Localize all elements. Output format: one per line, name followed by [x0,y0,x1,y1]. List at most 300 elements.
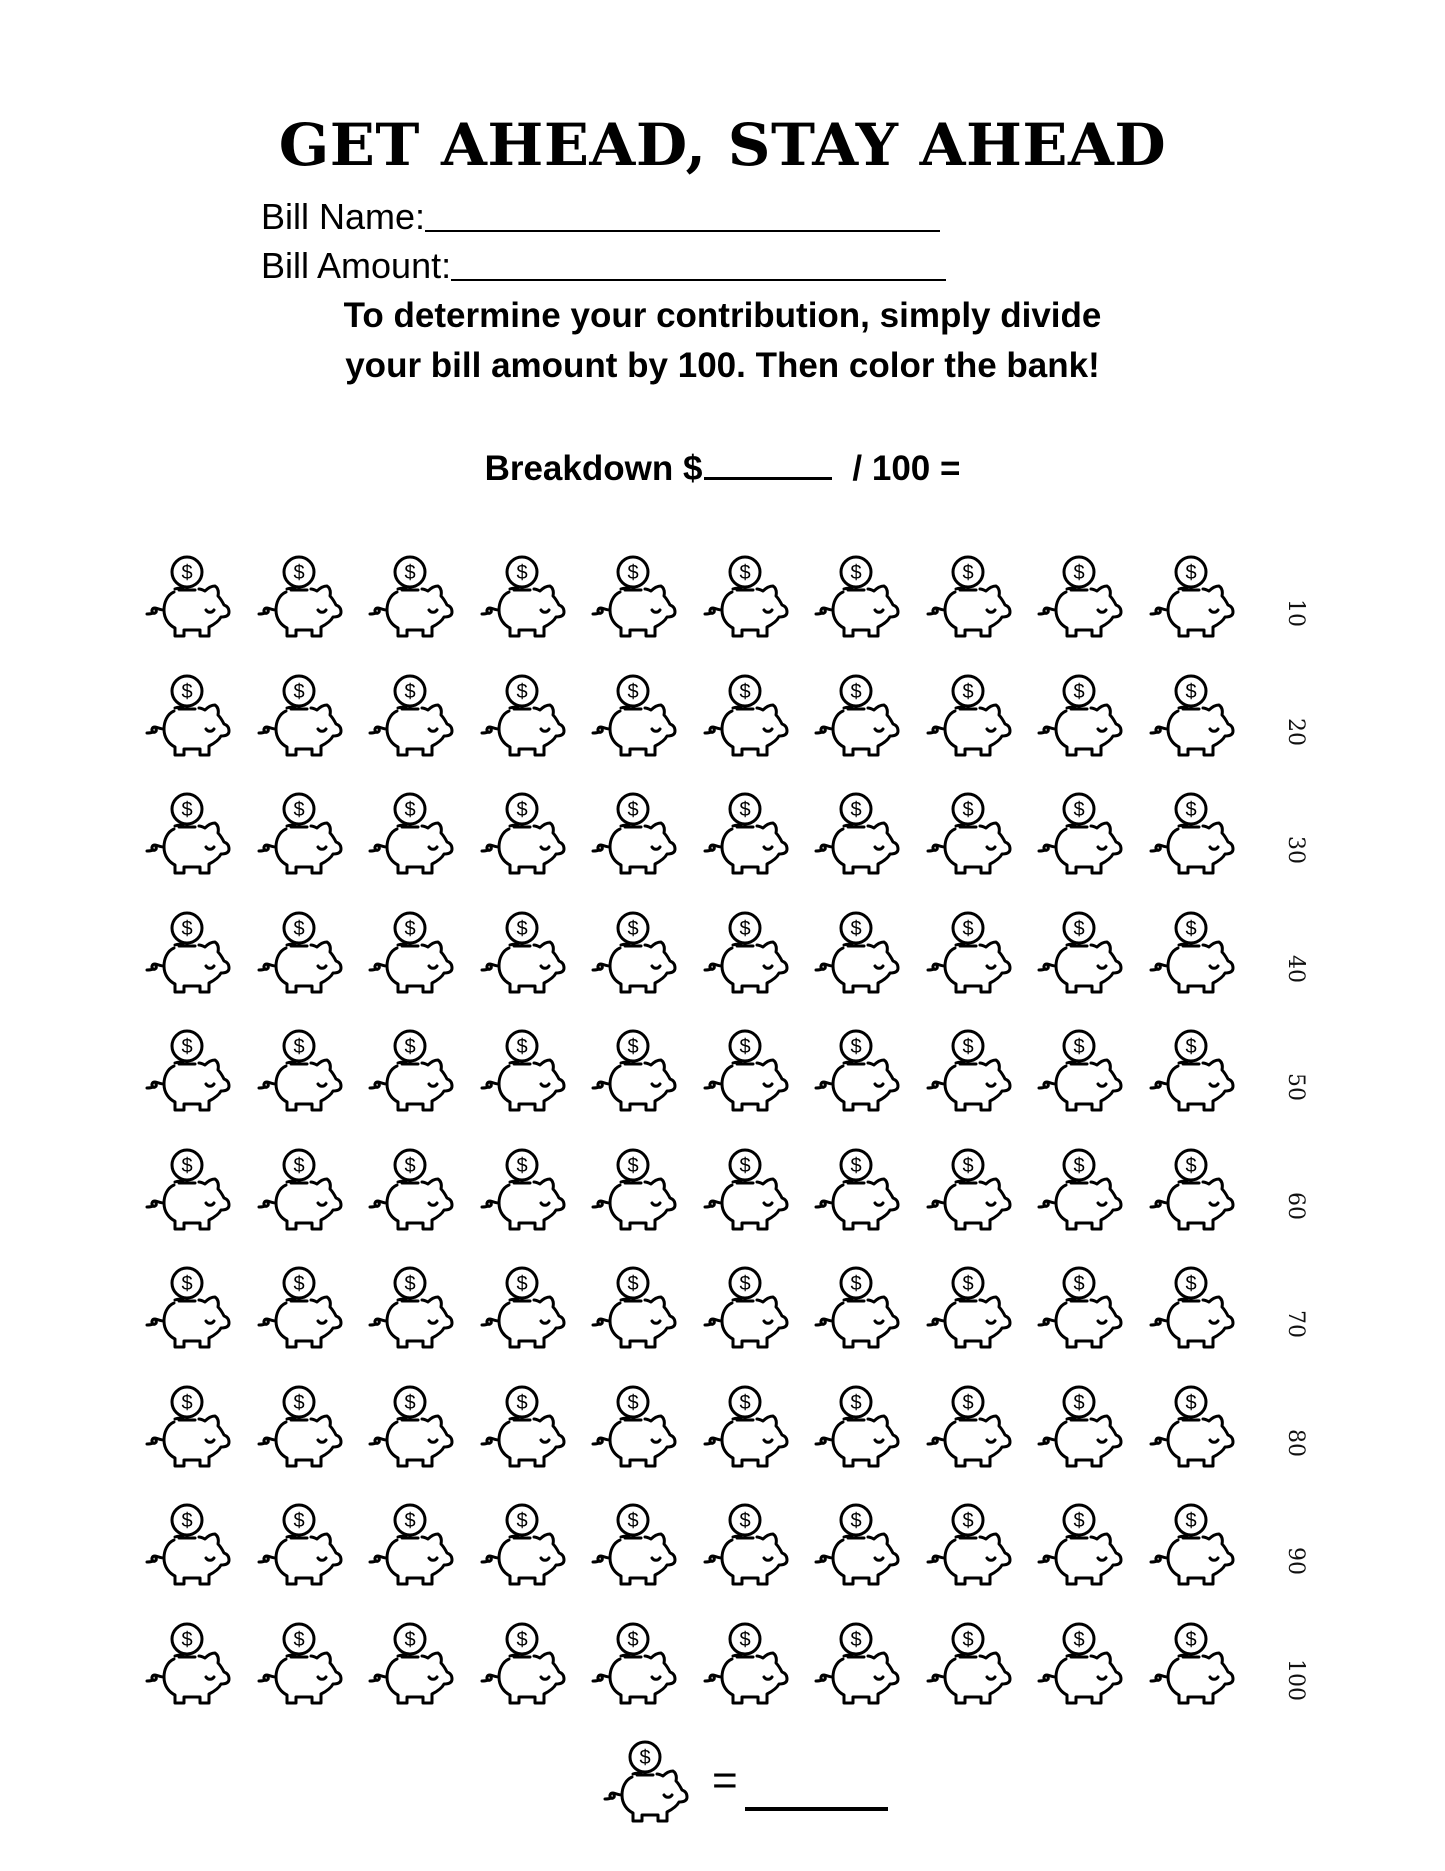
piggy-bank-icon[interactable] [814,1029,900,1113]
piggy-bank-icon[interactable] [926,911,1012,995]
piggy-bank-icon[interactable] [1149,1266,1235,1350]
piggy-bank-coin-icon [703,792,789,876]
piggy-bank-icon[interactable] [1037,911,1123,995]
piggy-bank-icon[interactable] [145,1266,231,1350]
piggy-bank-coin-icon [1149,1148,1235,1232]
piggy-bank-icon[interactable] [145,792,231,876]
piggy-bank-icon[interactable] [703,1622,789,1706]
svg-text:$: $ [404,1273,416,1295]
svg-text:$: $ [404,917,416,940]
piggy-bank-icon[interactable] [591,1503,677,1587]
svg-text:$: $ [404,1036,416,1058]
piggy-bank-coin-icon [926,1148,1012,1232]
piggy-bank-icon[interactable] [257,674,343,758]
piggy-bank-icon[interactable] [145,1503,231,1587]
svg-text:$: $ [627,917,639,940]
piggy-bank-coin-icon [145,1385,231,1469]
piggy-bank-icon[interactable] [591,792,677,876]
svg-text:$: $ [292,1036,305,1058]
piggy-bank-icon[interactable] [1037,1148,1123,1232]
piggy-bank-coin-icon [1037,674,1123,758]
piggy-bank-icon[interactable] [814,1148,900,1232]
row-count-label: 60 [1283,1191,1308,1220]
piggy-bank-coin-icon [1149,792,1235,876]
piggy-bank-icon[interactable] [257,1385,343,1469]
piggy-bank-icon[interactable] [703,674,789,758]
piggy-bank-coin-icon [591,1503,677,1587]
piggy-bank-coin-icon [257,1266,343,1350]
piggy-bank-coin-icon [480,1622,566,1706]
piggy-bank-icon[interactable] [480,674,566,758]
row-count-label: 40 [1283,954,1308,983]
piggy-bank-icon[interactable] [703,1266,789,1350]
piggy-bank-coin-icon [703,674,789,758]
svg-text:$: $ [961,1391,974,1414]
piggy-bank-icon[interactable] [703,1029,789,1113]
svg-text:$: $ [850,1154,862,1177]
legend-value-field[interactable] [745,1807,888,1811]
piggy-bank-icon[interactable] [703,1385,789,1469]
piggy-bank-icon[interactable] [814,911,900,995]
svg-text:$: $ [961,1036,974,1058]
row-count-label: 30 [1283,836,1308,864]
piggy-bank-coin-icon [368,792,454,876]
piggy-bank-coin-icon [145,792,231,876]
svg-text:$: $ [850,1273,862,1295]
piggy-bank-icon[interactable] [926,1029,1012,1113]
piggy-bank-coin-icon [145,911,231,995]
piggy-bank-icon[interactable] [368,792,454,876]
piggy-bank-coin-icon [926,1266,1012,1350]
svg-text:$: $ [1073,1036,1085,1058]
piggy-bank-icon[interactable] [591,1385,677,1469]
piggy-bank-icon[interactable] [814,1503,900,1587]
piggy-bank-icon[interactable] [1037,1503,1123,1587]
piggy-bank-coin-icon [257,792,343,876]
piggy-bank-coin-icon [480,792,566,876]
svg-text:$: $ [1073,680,1085,703]
piggy-bank-icon[interactable] [480,911,566,995]
bill-amount-label: Bill Amount: [261,245,452,286]
piggy-bank-icon[interactable] [480,1385,566,1469]
piggy-bank-icon[interactable] [1037,1385,1123,1469]
piggy-bank-coin-icon [926,1029,1012,1113]
piggy-bank-icon[interactable] [257,1029,343,1113]
svg-text:$: $ [1184,1273,1197,1295]
page-title: GET AHEAD, STAY AHEAD [278,111,1167,179]
svg-text:$: $ [738,1391,751,1414]
piggy-bank-icon[interactable] [591,1622,677,1706]
svg-text:$: $ [1184,1510,1197,1532]
piggy-bank-coin-icon [257,1385,343,1469]
piggy-bank-icon[interactable] [1149,555,1235,639]
piggy-bank-coin-icon [257,555,343,639]
piggy-bank-coin-icon [1037,911,1123,995]
piggy-bank-icon[interactable] [1037,792,1123,876]
piggy-bank-coin-icon [145,1266,231,1350]
row-count-label: 50 [1283,1073,1308,1101]
svg-text:$: $ [1184,1391,1197,1414]
piggy-bank-coin-icon [703,1148,789,1232]
svg-text:$: $ [850,917,862,940]
piggy-bank-icon[interactable] [926,555,1012,639]
svg-text:$: $ [961,680,974,703]
piggy-bank-coin-icon [368,1266,454,1350]
svg-text:$: $ [1184,799,1197,821]
piggy-bank-icon[interactable] [257,1503,343,1587]
svg-text:$: $ [627,1036,639,1058]
svg-text:$: $ [1073,1628,1085,1651]
svg-text:$: $ [627,680,639,703]
svg-text:$: $ [515,1154,528,1177]
svg-text:$: $ [515,1391,528,1414]
piggy-bank-icon[interactable] [368,555,454,639]
piggy-bank-coin-icon [145,555,231,639]
piggy-bank-coin-icon [368,1148,454,1232]
piggy-bank-coin-icon [814,1503,900,1587]
piggy-bank-coin-icon [703,1503,789,1587]
svg-text:$: $ [1073,799,1085,821]
svg-text:$: $ [292,917,305,940]
bill-name-label: Bill Name: [261,196,426,237]
svg-text:$: $ [404,1510,416,1532]
piggy-bank-coin-icon [145,674,231,758]
svg-text:$: $ [961,562,974,584]
piggy-bank-icon[interactable] [368,1029,454,1113]
svg-text:$: $ [738,562,751,584]
svg-text:$: $ [292,799,305,821]
svg-text:$: $ [738,917,751,940]
piggy-bank-coin-icon [703,1266,789,1350]
piggy-bank-icon[interactable] [1037,1622,1123,1706]
piggy-bank-coin-icon [1037,1029,1123,1113]
svg-text:$: $ [639,1747,651,1769]
row-count-label: 20 [1283,717,1308,746]
piggy-bank-icon[interactable] [257,911,343,995]
piggy-bank-icon[interactable] [145,1148,231,1232]
breakdown-divisor: / 100 = [852,449,961,488]
piggy-bank-icon[interactable] [145,1385,231,1469]
piggy-bank-icon[interactable] [591,674,677,758]
piggy-bank-coin-icon [480,911,566,995]
svg-text:$: $ [292,562,305,584]
svg-text:$: $ [515,680,528,703]
piggy-bank-coin-icon [145,1029,231,1113]
piggy-bank-coin-icon [480,1266,566,1350]
svg-text:$: $ [738,1273,751,1295]
piggy-bank-coin-icon [1037,1622,1123,1706]
svg-text:$: $ [738,1154,751,1177]
piggy-bank-icon[interactable] [480,1622,566,1706]
piggy-bank-icon[interactable] [703,1503,789,1587]
piggy-bank-icon[interactable] [480,1148,566,1232]
piggy-bank-icon[interactable] [257,1148,343,1232]
piggy-bank-icon[interactable] [591,555,677,639]
piggy-bank-icon[interactable] [814,1622,900,1706]
piggy-bank-coin-icon [591,1385,677,1469]
svg-text:$: $ [181,799,193,821]
piggy-bank-coin-icon [480,1385,566,1469]
piggy-bank-coin-icon [1149,555,1235,639]
piggy-bank-coin-icon [926,911,1012,995]
piggy-bank-coin-icon [257,1503,343,1587]
svg-text:$: $ [961,1154,974,1177]
piggy-bank-coin-icon [1149,1622,1235,1706]
piggy-bank-icon[interactable] [368,1503,454,1587]
svg-text:$: $ [738,799,751,821]
svg-text:$: $ [1073,1391,1085,1414]
svg-text:$: $ [627,1391,639,1414]
piggy-bank-icon[interactable] [1149,911,1235,995]
piggy-bank-icon[interactable] [814,792,900,876]
svg-text:$: $ [850,1391,862,1414]
piggy-bank-coin-icon [145,1148,231,1232]
piggy-bank-coin-icon [257,1148,343,1232]
piggy-bank-icon[interactable] [703,911,789,995]
piggy-bank-coin-icon [480,1029,566,1113]
piggy-bank-coin-icon [1149,911,1235,995]
piggy-bank-coin-icon [257,674,343,758]
svg-text:$: $ [961,1273,974,1295]
piggy-bank-icon[interactable] [926,1148,1012,1232]
svg-text:$: $ [1184,680,1197,703]
svg-text:$: $ [1073,1154,1085,1177]
svg-text:$: $ [181,1036,193,1058]
piggy-bank-icon[interactable] [368,1622,454,1706]
svg-text:$: $ [738,1628,751,1651]
piggy-bank-icon[interactable] [257,1266,343,1350]
piggy-bank-coin-icon [703,1385,789,1469]
piggy-bank-icon[interactable] [145,555,231,639]
piggy-bank-coin-icon [480,674,566,758]
piggy-bank-coin-icon [368,1029,454,1113]
piggy-bank-coin-icon [1037,1266,1123,1350]
piggy-bank-coin-icon [591,911,677,995]
piggy-bank-coin-icon [480,1148,566,1232]
piggy-bank-icon[interactable] [591,1148,677,1232]
piggy-bank-icon[interactable] [480,1266,566,1350]
piggy-bank-coin-icon [926,1503,1012,1587]
svg-text:$: $ [1073,562,1085,584]
svg-text:$: $ [1184,1154,1197,1177]
svg-text:$: $ [738,680,751,703]
piggy-bank-icon[interactable] [703,792,789,876]
svg-text:$: $ [627,1628,639,1651]
piggy-bank-icon[interactable] [1149,1622,1235,1706]
svg-text:$: $ [515,917,528,940]
svg-text:$: $ [627,1154,639,1177]
piggy-bank-icon[interactable] [703,555,789,639]
svg-text:$: $ [292,1628,305,1651]
piggy-bank-icon[interactable] [926,674,1012,758]
row-count-label: 100 [1283,1658,1308,1701]
piggy-bank-coin-icon [368,1622,454,1706]
svg-text:$: $ [404,680,416,703]
piggy-bank-coin-icon [480,1503,566,1587]
piggy-bank-icon[interactable] [814,555,900,639]
piggy-bank-icon[interactable] [257,792,343,876]
piggy-bank-coin-icon [1037,555,1123,639]
svg-text:$: $ [515,1036,528,1058]
svg-text:$: $ [850,562,862,584]
piggy-bank-icon[interactable] [1037,1029,1123,1113]
piggy-bank-coin-icon [1149,1029,1235,1113]
piggy-bank-icon[interactable] [480,1503,566,1587]
piggy-bank-coin-icon [145,1622,231,1706]
svg-text:$: $ [850,799,862,821]
svg-text:$: $ [627,562,639,584]
svg-text:$: $ [404,562,416,584]
piggy-bank-icon[interactable] [926,1503,1012,1587]
legend-piggy-bank-icon [603,1740,689,1824]
row-count-label: 70 [1283,1310,1308,1338]
svg-text:$: $ [181,680,193,703]
piggy-bank-icon[interactable] [1149,792,1235,876]
svg-text:$: $ [292,1391,305,1414]
piggy-bank-coin-icon [926,1622,1012,1706]
piggy-bank-icon[interactable] [145,674,231,758]
piggy-bank-icon[interactable] [1149,1503,1235,1587]
piggy-bank-coin-icon [1149,674,1235,758]
piggy-bank-icon[interactable] [1149,1029,1235,1113]
svg-text:$: $ [515,1273,528,1295]
piggy-bank-coin-icon [926,1385,1012,1469]
piggy-bank-icon[interactable] [703,1148,789,1232]
piggy-bank-coin-icon [926,555,1012,639]
piggy-bank-icon[interactable] [145,1622,231,1706]
svg-text:$: $ [181,1273,193,1295]
svg-text:$: $ [1184,1628,1197,1651]
piggy-bank-coin-icon [257,911,343,995]
svg-text:$: $ [738,1036,751,1058]
svg-text:$: $ [1073,1510,1085,1532]
svg-text:$: $ [850,1510,862,1532]
piggy-bank-coin-icon [1149,1385,1235,1469]
piggy-bank-coin-icon [814,792,900,876]
svg-text:$: $ [1184,1036,1197,1058]
svg-text:$: $ [627,799,639,821]
piggy-bank-icon[interactable] [591,911,677,995]
piggy-bank-coin-icon [368,555,454,639]
piggy-bank-icon[interactable] [814,1266,900,1350]
piggy-bank-coin-icon [1037,1385,1123,1469]
instructions-line-2: your bill amount by 100. Then color the bank! [345,346,1100,385]
piggy-bank-coin-icon [703,1029,789,1113]
svg-text:$: $ [181,1510,193,1532]
svg-text:$: $ [850,680,862,703]
piggy-bank-icon[interactable] [591,1266,677,1350]
piggy-bank-coin-icon [814,1385,900,1469]
piggy-bank-icon[interactable] [1037,555,1123,639]
piggy-bank-coin-icon [257,1622,343,1706]
piggy-bank-icon[interactable] [368,674,454,758]
svg-text:$: $ [292,680,305,703]
svg-text:$: $ [181,1391,193,1414]
piggy-bank-coin-icon [703,555,789,639]
piggy-bank-coin-icon [814,911,900,995]
piggy-bank-icon[interactable] [145,1029,231,1113]
piggy-bank-icon[interactable] [480,555,566,639]
svg-text:$: $ [515,1510,528,1532]
piggy-bank-icon[interactable] [1149,1148,1235,1232]
piggy-bank-icon[interactable] [926,1266,1012,1350]
row-count-label: 10 [1283,599,1308,627]
piggy-bank-icon[interactable] [926,1622,1012,1706]
piggy-bank-icon[interactable] [814,674,900,758]
svg-text:$: $ [181,1154,193,1177]
piggy-bank-icon[interactable] [1149,674,1235,758]
svg-text:$: $ [627,1273,639,1295]
piggy-bank-coin-icon [814,674,900,758]
piggy-bank-coin-icon [1037,792,1123,876]
svg-text:$: $ [1073,917,1085,940]
piggy-bank-coin-icon [368,674,454,758]
piggy-bank-icon[interactable] [368,1148,454,1232]
piggy-bank-coin-icon [591,674,677,758]
svg-text:$: $ [1184,917,1197,940]
svg-text:$: $ [850,1036,862,1058]
piggy-bank-coin-icon [1149,1266,1235,1350]
svg-text:$: $ [292,1510,305,1532]
piggy-bank-coin-icon [368,911,454,995]
piggy-bank-coin-icon [591,1148,677,1232]
piggy-bank-coin-icon [926,674,1012,758]
svg-text:$: $ [961,917,974,940]
piggy-bank-coin-icon [591,1622,677,1706]
piggy-bank-icon[interactable] [368,1266,454,1350]
piggy-bank-coin-icon [703,911,789,995]
piggy-bank-coin-icon [368,1385,454,1469]
svg-text:$: $ [292,1154,305,1177]
piggy-bank-icon[interactable] [480,792,566,876]
svg-text:$: $ [181,917,193,940]
piggy-bank-icon[interactable] [814,1385,900,1469]
svg-text:$: $ [404,799,416,821]
piggy-bank-icon[interactable] [591,1029,677,1113]
piggy-bank-icon[interactable] [926,792,1012,876]
instructions-line-1: To determine your contribution, simply divide [343,296,1102,335]
breakdown-label: Breakdown $ [484,449,703,488]
svg-text:$: $ [404,1391,416,1414]
piggy-bank-coin-icon [814,555,900,639]
piggy-bank-icon[interactable] [1037,1266,1123,1350]
piggy-bank-icon[interactable] [257,1622,343,1706]
piggy-bank-icon[interactable] [257,555,343,639]
svg-text:$: $ [181,1628,193,1651]
piggy-bank-icon[interactable] [368,911,454,995]
piggy-bank-coin-icon [814,1029,900,1113]
svg-text:$: $ [738,1510,751,1532]
row-count-label: 90 [1283,1547,1308,1575]
svg-text:$: $ [404,1154,416,1177]
piggy-bank-coin-icon [145,1503,231,1587]
piggy-bank-icon[interactable] [1149,1385,1235,1469]
piggy-bank-icon[interactable] [1037,674,1123,758]
svg-text:$: $ [1184,562,1197,584]
piggy-bank-icon[interactable] [145,911,231,995]
piggy-bank-coin-icon [603,1740,689,1824]
piggy-bank-coin-icon [1037,1148,1123,1232]
piggy-bank-coin-icon [591,792,677,876]
row-count-label: 80 [1283,1428,1308,1457]
piggy-bank-icon[interactable] [480,1029,566,1113]
piggy-bank-icon[interactable] [368,1385,454,1469]
piggy-bank-coin-icon [814,1622,900,1706]
piggy-bank-icon[interactable] [926,1385,1012,1469]
piggy-bank-coin-icon [257,1029,343,1113]
svg-text:$: $ [515,562,528,584]
piggy-bank-coin-icon [591,555,677,639]
